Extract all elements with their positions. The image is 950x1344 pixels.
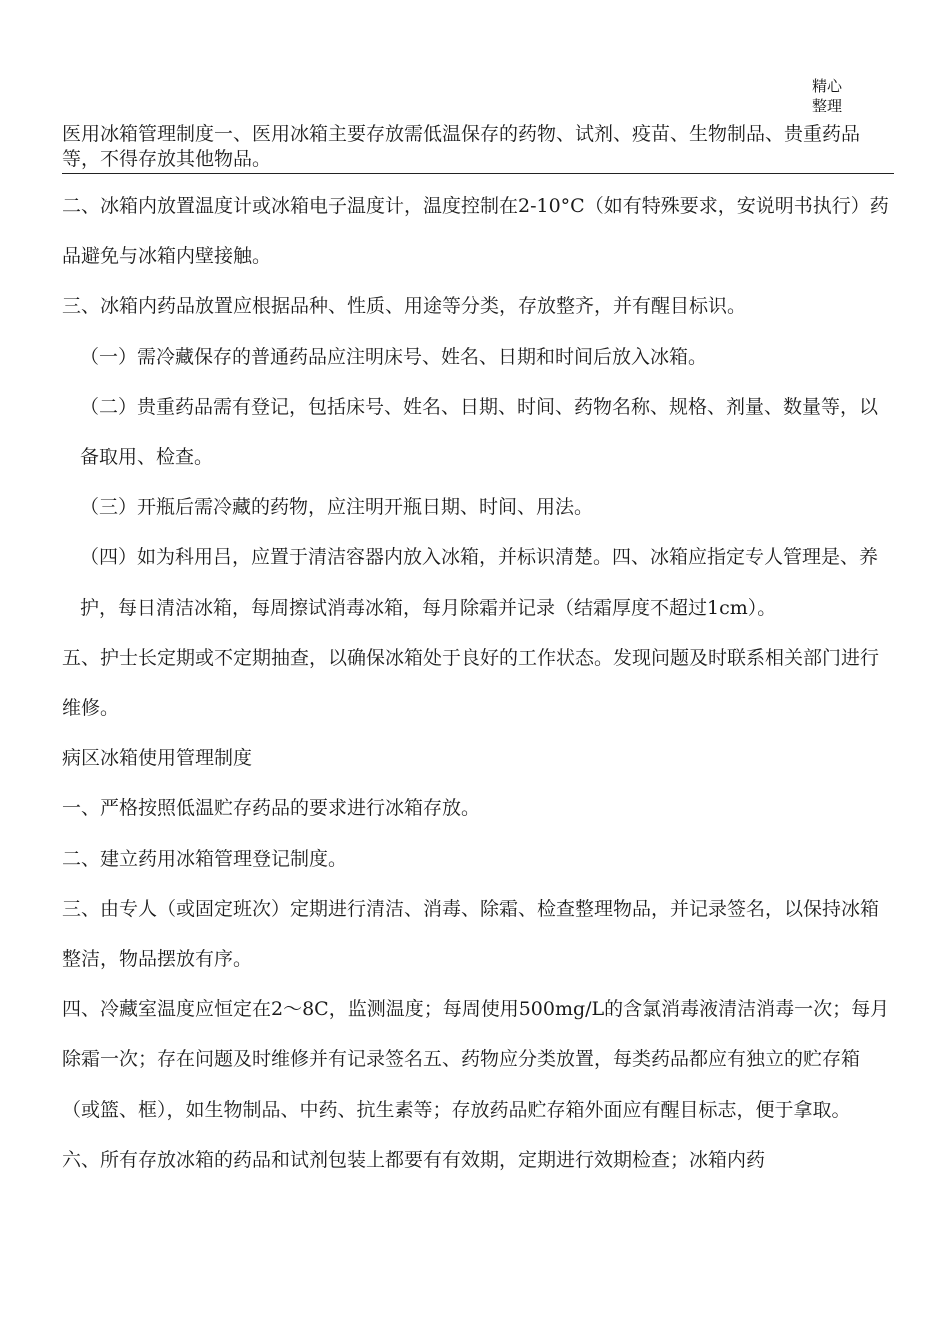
paragraph-classification: 三、冰箱内药品放置应根据品种、性质、用途等分类，存放整齐，并有醒目标识。 xyxy=(62,295,747,318)
paragraph-sub-3: （三）开瓶后需冷藏的药物，应注明开瓶日期、时间、用法。 xyxy=(80,496,594,519)
paragraph-sub-2: （二）贵重药品需有登记，包括床号、姓名、日期、时间、药物名称、规格、剂量、数量等，以备取用、检查。 xyxy=(80,395,879,469)
section-heading: 病区冰箱使用管理制度 xyxy=(62,747,253,770)
header-tag xyxy=(812,76,862,116)
paragraph-sub-1: （一）需冷藏保存的普通药品应注明床号、姓名、日期和时间后放入冰箱。 xyxy=(80,345,708,368)
paragraph-temperature: 二、冰箱内放置温度计或冰箱电子温度计，温度控制在2-10°C（如有特殊要求，安说明书执行）药品避免与冰箱内壁接触。 xyxy=(62,195,889,268)
paragraph-inspection: 五、护士长定期或不定期抽查，以确保冰箱处于良好的工作状态。发现问题及时联系相关部门进行维修。 xyxy=(62,646,880,720)
document-body xyxy=(62,181,892,1185)
rule-1: 一、严格按照低温贮存药品的要求进行冰箱存放。 xyxy=(62,797,481,820)
rule-3: 三、由专人（或固定班次）定期进行清洁、消毒、除霜、检查整理物品，并记录签名，以保持冰箱整洁，物品摆放有序。 xyxy=(62,897,880,971)
rule-4: 四、冷藏室温度应恒定在2～8C，监测温度；每周使用500mg/L的含氯消毒液清洁消毒一次；每月除霜一次；存在问题及时维修并有记录签名五、药物应分类放置，每类药品都应有独立的贮存箱（或篮、框），如生物制品、中药、抗生素等；存放药品贮存箱外面应有醒目标志，便于拿取。 xyxy=(62,998,890,1121)
header-tag-line1: 精心 xyxy=(812,77,843,95)
paragraph-sub-4: （四）如为科用吕，应置于清洁容器内放入冰箱，并标识清楚。四、冰箱应指定专人管理是、养护，每日清洁冰箱，每周擦试消毒冰箱，每月除霜并记录（结霜厚度不超过1cm）。 xyxy=(80,546,879,619)
header-tag-line2: 整理 xyxy=(812,97,843,115)
rule-6: 六、所有存放冰箱的药品和试剂包装上都要有有效期，定期进行效期检查；冰箱内药 xyxy=(62,1148,766,1171)
document-title-paragraph: 医用冰箱管理制度一、医用冰箱主要存放需低温保存的药物、试剂、疫苗、生物制品、贵重药品等，不得存放其他物品。 xyxy=(62,122,894,174)
rule-2: 二、建立药用冰箱管理登记制度。 xyxy=(62,847,348,870)
